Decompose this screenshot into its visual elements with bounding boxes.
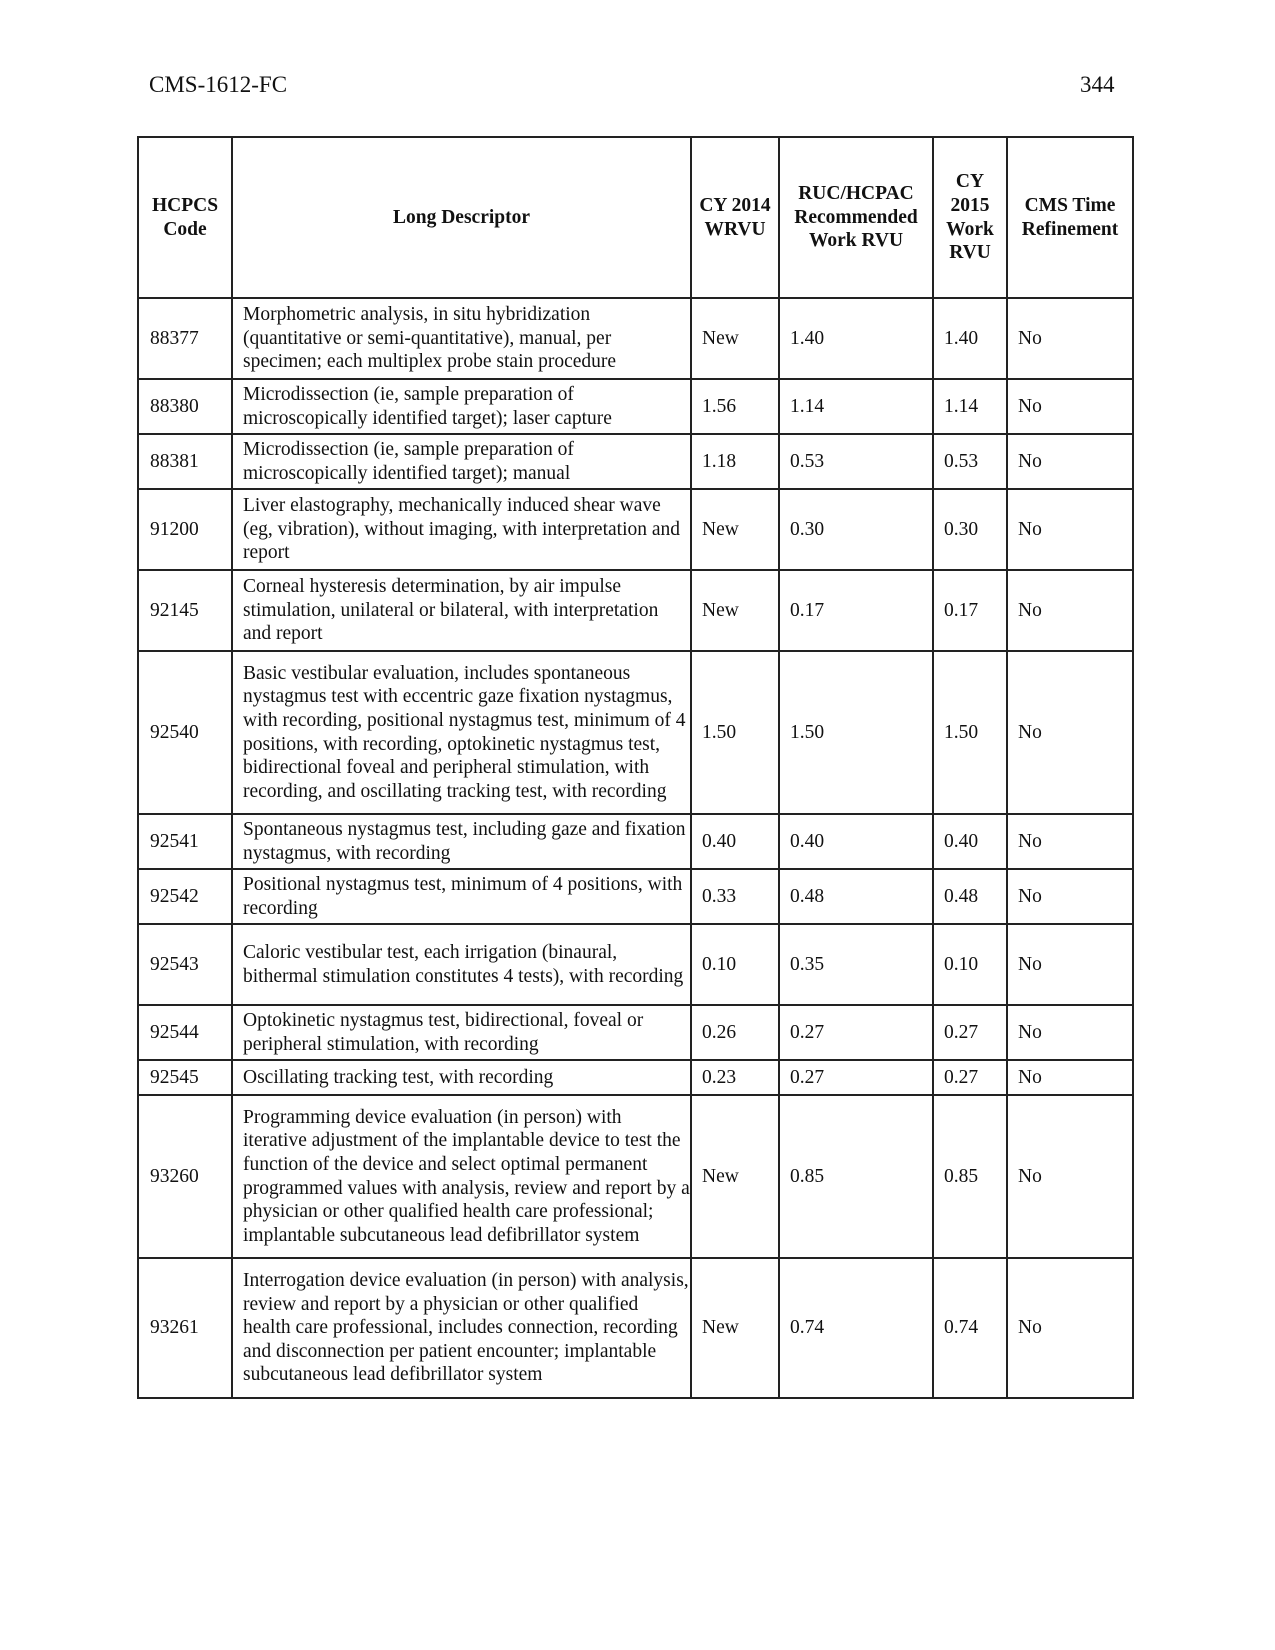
table-row <box>138 298 1133 379</box>
column-header-cy2015-work-rvu: CY 2015 Work RVU <box>933 137 1007 298</box>
table-row <box>138 1005 1133 1060</box>
cy2014-wrvu-cell: New <box>691 489 779 570</box>
cy2015-work-rvu-cell: 0.27 <box>933 1005 1007 1060</box>
hcpcs-code-cell: 93260 <box>138 1095 232 1258</box>
long-descriptor-cell: Basic vestibular evaluation, includes spontaneous nystagmus test with eccentric gaze fixation nystagmus, with recording, positional nystagmus test, minimum of 4 positions, with recording, optokinetic nystagmus test, bidirectional foveal and peripheral stimulation, with recording, and oscillating tracking test, with recording <box>232 651 691 814</box>
cy2015-work-rvu-cell: 0.17 <box>933 570 1007 651</box>
cy2014-wrvu-cell: 0.26 <box>691 1005 779 1060</box>
ruc-recommended-cell: 0.74 <box>779 1258 933 1398</box>
ruc-recommended-cell: 0.27 <box>779 1005 933 1060</box>
cy2014-wrvu-cell: 1.56 <box>691 379 779 434</box>
long-descriptor-cell: Programming device evaluation (in person) with iterative adjustment of the implantable device to test the function of the device and select optimal permanent programmed values with analysis, review and report by a physician or other qualified health care professional; implantable subcutaneous lead defibrillator system <box>232 1095 691 1258</box>
long-descriptor-cell: Caloric vestibular test, each irrigation (binaural, bithermal stimulation constitutes 4 tests), with recording <box>232 924 691 1005</box>
column-header-long-descriptor: Long Descriptor <box>232 137 691 298</box>
column-header-hcpcs-code: HCPCS Code <box>138 137 232 298</box>
cy2014-wrvu-cell: 0.23 <box>691 1060 779 1095</box>
table-row <box>138 489 1133 570</box>
column-header-cms-time-refinement: CMS Time Refinement <box>1007 137 1133 298</box>
long-descriptor-cell: Positional nystagmus test, minimum of 4 positions, with recording <box>232 869 691 924</box>
cy2014-wrvu-cell: 0.40 <box>691 814 779 869</box>
table-row <box>138 570 1133 651</box>
ruc-recommended-cell: 0.27 <box>779 1060 933 1095</box>
table-row <box>138 434 1133 489</box>
long-descriptor-cell: Microdissection (ie, sample preparation of microscopically identified target); laser capture <box>232 379 691 434</box>
cy2015-work-rvu-cell: 0.53 <box>933 434 1007 489</box>
cy2015-work-rvu-cell: 0.85 <box>933 1095 1007 1258</box>
column-header-ruc-hcpac-recommended: RUC/HCPAC Recommended Work RVU <box>779 137 933 298</box>
cms-time-refinement-cell: No <box>1007 379 1133 434</box>
cy2014-wrvu-cell: New <box>691 298 779 379</box>
hcpcs-code-cell: 92541 <box>138 814 232 869</box>
cms-time-refinement-cell: No <box>1007 814 1133 869</box>
ruc-recommended-cell: 0.30 <box>779 489 933 570</box>
long-descriptor-cell: Microdissection (ie, sample preparation of microscopically identified target); manual <box>232 434 691 489</box>
long-descriptor-cell: Optokinetic nystagmus test, bidirectional, foveal or peripheral stimulation, with recording <box>232 1005 691 1060</box>
column-header-cy2014-wrvu: CY 2014 WRVU <box>691 137 779 298</box>
hcpcs-code-cell: 92145 <box>138 570 232 651</box>
table-body <box>138 298 1133 1398</box>
hcpcs-code-cell: 88381 <box>138 434 232 489</box>
cy2014-wrvu-cell: 0.10 <box>691 924 779 1005</box>
cms-time-refinement-cell: No <box>1007 1060 1133 1095</box>
page-number: 344 <box>1080 72 1115 97</box>
cy2015-work-rvu-cell: 0.74 <box>933 1258 1007 1398</box>
cms-time-refinement-cell: No <box>1007 869 1133 924</box>
table-row <box>138 379 1133 434</box>
cms-time-refinement-cell: No <box>1007 298 1133 379</box>
table-row <box>138 869 1133 924</box>
cms-time-refinement-cell: No <box>1007 651 1133 814</box>
cy2014-wrvu-cell: New <box>691 1095 779 1258</box>
ruc-recommended-cell: 0.40 <box>779 814 933 869</box>
long-descriptor-cell: Oscillating tracking test, with recording <box>232 1060 691 1095</box>
table-row <box>138 1095 1133 1258</box>
ruc-recommended-cell: 1.40 <box>779 298 933 379</box>
ruc-recommended-cell: 0.35 <box>779 924 933 1005</box>
cms-time-refinement-cell: No <box>1007 1095 1133 1258</box>
hcpcs-code-cell: 88377 <box>138 298 232 379</box>
cms-time-refinement-cell: No <box>1007 924 1133 1005</box>
long-descriptor-cell: Morphometric analysis, in situ hybridization (quantitative or semi-quantitative), manual, per specimen; each multiplex probe stain procedure <box>232 298 691 379</box>
long-descriptor-cell: Liver elastography, mechanically induced shear wave (eg, vibration), without imaging, with interpretation and report <box>232 489 691 570</box>
cy2014-wrvu-cell: 1.18 <box>691 434 779 489</box>
table-row <box>138 1060 1133 1095</box>
hcpcs-code-cell: 91200 <box>138 489 232 570</box>
long-descriptor-cell: Corneal hysteresis determination, by air impulse stimulation, unilateral or bilateral, with interpretation and report <box>232 570 691 651</box>
cms-time-refinement-cell: No <box>1007 1005 1133 1060</box>
hcpcs-code-cell: 92542 <box>138 869 232 924</box>
long-descriptor-cell: Spontaneous nystagmus test, including gaze and fixation nystagmus, with recording <box>232 814 691 869</box>
table-row <box>138 924 1133 1005</box>
long-descriptor-cell: Interrogation device evaluation (in person) with analysis, review and report by a physician or other qualified health care professional, includes connection, recording and disconnection per patient encounter; implantable subcutaneous lead defibrillator system <box>232 1258 691 1398</box>
table-header-row <box>138 137 1133 298</box>
ruc-recommended-cell: 1.50 <box>779 651 933 814</box>
hcpcs-code-cell: 92540 <box>138 651 232 814</box>
cy2015-work-rvu-cell: 0.40 <box>933 814 1007 869</box>
cy2014-wrvu-cell: 1.50 <box>691 651 779 814</box>
cms-time-refinement-cell: No <box>1007 489 1133 570</box>
cy2015-work-rvu-cell: 1.14 <box>933 379 1007 434</box>
rvu-table <box>137 136 1134 1399</box>
hcpcs-code-cell: 88380 <box>138 379 232 434</box>
cy2015-work-rvu-cell: 1.40 <box>933 298 1007 379</box>
table-row <box>138 814 1133 869</box>
cy2014-wrvu-cell: New <box>691 570 779 651</box>
cy2015-work-rvu-cell: 0.10 <box>933 924 1007 1005</box>
hcpcs-code-cell: 92545 <box>138 1060 232 1095</box>
hcpcs-code-cell: 93261 <box>138 1258 232 1398</box>
table-row <box>138 1258 1133 1398</box>
cy2014-wrvu-cell: New <box>691 1258 779 1398</box>
document-id: CMS-1612-FC <box>149 72 288 97</box>
ruc-recommended-cell: 0.48 <box>779 869 933 924</box>
cy2014-wrvu-cell: 0.33 <box>691 869 779 924</box>
hcpcs-code-cell: 92544 <box>138 1005 232 1060</box>
cy2015-work-rvu-cell: 0.30 <box>933 489 1007 570</box>
ruc-recommended-cell: 0.85 <box>779 1095 933 1258</box>
cms-time-refinement-cell: No <box>1007 570 1133 651</box>
cy2015-work-rvu-cell: 1.50 <box>933 651 1007 814</box>
hcpcs-code-cell: 92543 <box>138 924 232 1005</box>
table-row <box>138 651 1133 814</box>
cy2015-work-rvu-cell: 0.48 <box>933 869 1007 924</box>
cy2015-work-rvu-cell: 0.27 <box>933 1060 1007 1095</box>
cms-time-refinement-cell: No <box>1007 434 1133 489</box>
cms-time-refinement-cell: No <box>1007 1258 1133 1398</box>
ruc-recommended-cell: 0.17 <box>779 570 933 651</box>
ruc-recommended-cell: 0.53 <box>779 434 933 489</box>
ruc-recommended-cell: 1.14 <box>779 379 933 434</box>
